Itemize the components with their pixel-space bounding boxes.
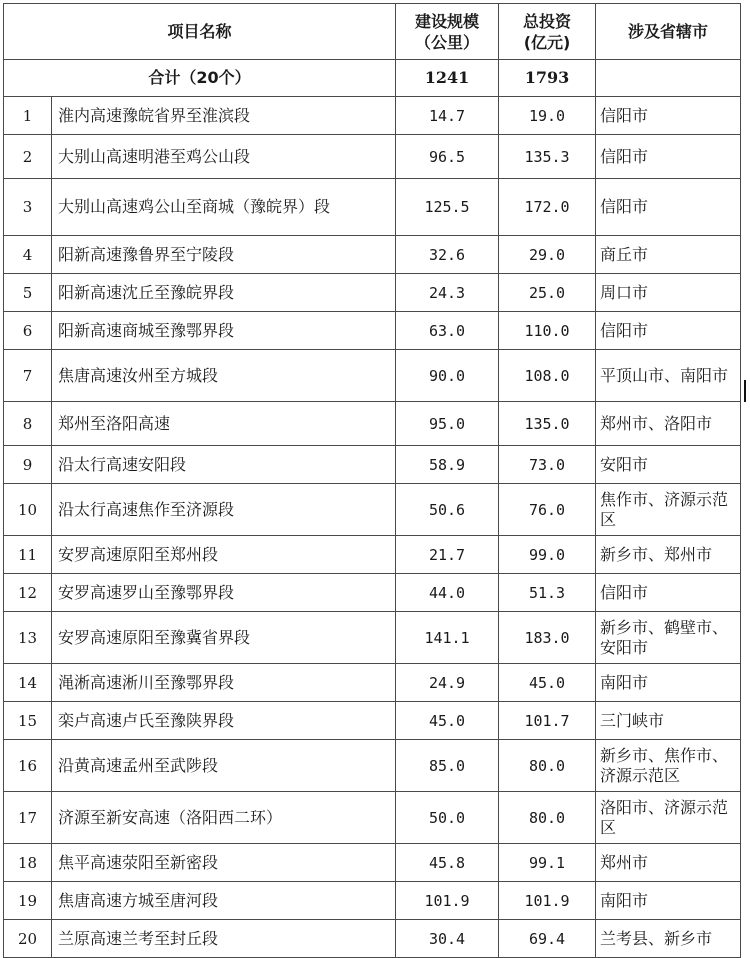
table-row <box>4 664 741 702</box>
row-number: 17 <box>4 792 52 844</box>
row-number: 5 <box>4 274 52 312</box>
table-row <box>4 135 741 179</box>
table-row <box>4 402 741 446</box>
header-project-name: 项目名称 <box>4 4 396 60</box>
length-km: 50.0 <box>396 792 499 844</box>
investment: 69.4 <box>499 920 596 958</box>
investment: 80.0 <box>499 740 596 792</box>
investment: 19.0 <box>499 97 596 135</box>
cities: 信阳市 <box>596 97 741 135</box>
length-km: 32.6 <box>396 236 499 274</box>
length-km: 50.6 <box>396 484 499 536</box>
length-km: 45.0 <box>396 702 499 740</box>
cities: 信阳市 <box>596 135 741 179</box>
length-km: 24.9 <box>396 664 499 702</box>
project-name: 安罗高速罗山至豫鄂界段 <box>52 574 396 612</box>
table-row <box>4 792 741 844</box>
project-name: 安罗高速原阳至豫冀省界段 <box>52 612 396 664</box>
length-km: 101.9 <box>396 882 499 920</box>
project-name: 郑州至洛阳高速 <box>52 402 396 446</box>
length-km: 14.7 <box>396 97 499 135</box>
table-row <box>4 484 741 536</box>
header-city: 涉及省辖市 <box>596 4 741 60</box>
row-number: 1 <box>4 97 52 135</box>
total-row <box>4 60 741 97</box>
length-km: 96.5 <box>396 135 499 179</box>
project-name: 安罗高速原阳至郑州段 <box>52 536 396 574</box>
project-name: 大别山高速明港至鸡公山段 <box>52 135 396 179</box>
projects-table <box>3 3 741 958</box>
table-row <box>4 574 741 612</box>
row-number: 19 <box>4 882 52 920</box>
project-name: 焦唐高速方城至唐河段 <box>52 882 396 920</box>
table-row <box>4 702 741 740</box>
table-row <box>4 446 741 484</box>
row-number: 13 <box>4 612 52 664</box>
total-city <box>596 60 741 97</box>
length-km: 58.9 <box>396 446 499 484</box>
investment: 108.0 <box>499 350 596 402</box>
cities: 信阳市 <box>596 312 741 350</box>
investment: 76.0 <box>499 484 596 536</box>
row-number: 8 <box>4 402 52 446</box>
row-number: 9 <box>4 446 52 484</box>
cities: 三门峡市 <box>596 702 741 740</box>
cities: 洛阳市、济源示范区 <box>596 792 741 844</box>
length-km: 85.0 <box>396 740 499 792</box>
cities: 平顶山市、南阳市 <box>596 350 741 402</box>
project-name: 阳新高速豫鲁界至宁陵段 <box>52 236 396 274</box>
table-row <box>4 740 741 792</box>
investment: 101.9 <box>499 882 596 920</box>
row-number: 20 <box>4 920 52 958</box>
project-name: 阳新高速沈丘至豫皖界段 <box>52 274 396 312</box>
investment: 99.0 <box>499 536 596 574</box>
table-row <box>4 97 741 135</box>
cities: 焦作市、济源示范区 <box>596 484 741 536</box>
length-km: 141.1 <box>396 612 499 664</box>
investment: 110.0 <box>499 312 596 350</box>
table-row <box>4 612 741 664</box>
row-number: 7 <box>4 350 52 402</box>
investment: 135.0 <box>499 402 596 446</box>
investment: 135.3 <box>499 135 596 179</box>
header-row <box>4 4 741 60</box>
length-km: 95.0 <box>396 402 499 446</box>
project-name: 淮内高速豫皖省界至淮滨段 <box>52 97 396 135</box>
cities: 信阳市 <box>596 179 741 236</box>
project-name: 兰原高速兰考至封丘段 <box>52 920 396 958</box>
row-number: 15 <box>4 702 52 740</box>
cities: 南阳市 <box>596 664 741 702</box>
project-name: 济源至新安高速（洛阳西二环） <box>52 792 396 844</box>
project-name: 沿太行高速焦作至济源段 <box>52 484 396 536</box>
length-km: 44.0 <box>396 574 499 612</box>
investment: 80.0 <box>499 792 596 844</box>
row-number: 2 <box>4 135 52 179</box>
table-row <box>4 844 741 882</box>
investment: 99.1 <box>499 844 596 882</box>
length-km: 24.3 <box>396 274 499 312</box>
project-name: 大别山高速鸡公山至商城（豫皖界）段 <box>52 179 396 236</box>
cities: 郑州市 <box>596 844 741 882</box>
table-row <box>4 312 741 350</box>
project-name: 栾卢高速卢氏至豫陕界段 <box>52 702 396 740</box>
header-length-line1: 建设规模 <box>415 11 480 31</box>
investment: 29.0 <box>499 236 596 274</box>
length-km: 63.0 <box>396 312 499 350</box>
table-row <box>4 350 741 402</box>
row-number: 10 <box>4 484 52 536</box>
row-number: 12 <box>4 574 52 612</box>
cities: 兰考县、新乡市 <box>596 920 741 958</box>
cities: 商丘市 <box>596 236 741 274</box>
investment: 73.0 <box>499 446 596 484</box>
total-label: 合计（20个） <box>4 60 396 97</box>
cities: 安阳市 <box>596 446 741 484</box>
edge-marker <box>744 380 746 402</box>
cities: 信阳市 <box>596 574 741 612</box>
header-length <box>396 4 499 60</box>
table-row <box>4 536 741 574</box>
investment: 51.3 <box>499 574 596 612</box>
row-number: 6 <box>4 312 52 350</box>
cities: 新乡市、郑州市 <box>596 536 741 574</box>
investment: 45.0 <box>499 664 596 702</box>
table-row <box>4 882 741 920</box>
cities: 周口市 <box>596 274 741 312</box>
length-km: 125.5 <box>396 179 499 236</box>
total-length: 1241 <box>396 60 499 97</box>
investment: 101.7 <box>499 702 596 740</box>
length-km: 45.8 <box>396 844 499 882</box>
project-name: 阳新高速商城至豫鄂界段 <box>52 312 396 350</box>
cities: 新乡市、焦作市、济源示范区 <box>596 740 741 792</box>
cities: 南阳市 <box>596 882 741 920</box>
length-km: 30.4 <box>396 920 499 958</box>
cities: 郑州市、洛阳市 <box>596 402 741 446</box>
investment: 183.0 <box>499 612 596 664</box>
row-number: 3 <box>4 179 52 236</box>
header-investment-line2: (亿元) <box>523 32 571 52</box>
table-row <box>4 179 741 236</box>
row-number: 4 <box>4 236 52 274</box>
table-row <box>4 920 741 958</box>
header-investment <box>499 4 596 60</box>
row-number: 14 <box>4 664 52 702</box>
row-number: 18 <box>4 844 52 882</box>
project-name: 渑淅高速淅川至豫鄂界段 <box>52 664 396 702</box>
project-name: 焦平高速荥阳至新密段 <box>52 844 396 882</box>
project-name: 沿黄高速孟州至武陟段 <box>52 740 396 792</box>
length-km: 21.7 <box>396 536 499 574</box>
row-number: 16 <box>4 740 52 792</box>
cities: 新乡市、鹤壁市、安阳市 <box>596 612 741 664</box>
investment: 172.0 <box>499 179 596 236</box>
table-row <box>4 236 741 274</box>
project-name: 焦唐高速汝州至方城段 <box>52 350 396 402</box>
total-investment: 1793 <box>499 60 596 97</box>
header-investment-line1: 总投资 <box>523 11 572 31</box>
length-km: 90.0 <box>396 350 499 402</box>
table-row <box>4 274 741 312</box>
investment: 25.0 <box>499 274 596 312</box>
project-name: 沿太行高速安阳段 <box>52 446 396 484</box>
header-length-line2: （公里） <box>415 32 480 52</box>
row-number: 11 <box>4 536 52 574</box>
